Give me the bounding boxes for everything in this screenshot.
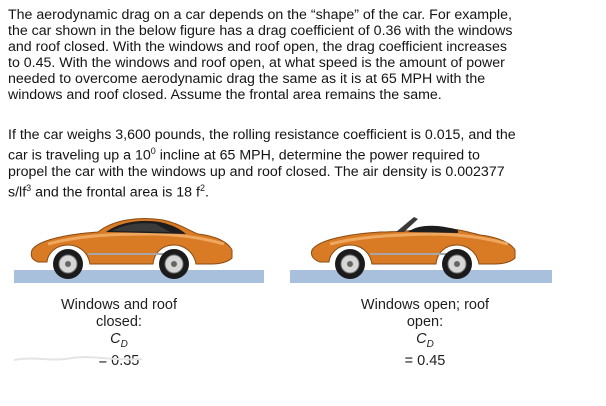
- caption-roof-closed: Windows and roof closed: $C_D$ = 0.35: [60, 297, 178, 369]
- p1-line: to 0.45. With the windows and roof open, at what speed is the amount of power: [8, 55, 505, 71]
- sports-car-open-image: [308, 212, 528, 280]
- p2-line: car is traveling up a $10^0$ incline at 65 MPH, determine the power required to: [8, 146, 480, 164]
- caption-roof-open: Windows open; roof open: $C_D$ = 0.45: [360, 297, 490, 369]
- problem-paragraph-1: [8, 7, 568, 103]
- faded-scan-artifact: [12, 352, 172, 366]
- p1-line: and roof closed. With the windows and roof open, the drag coefficient increases: [8, 39, 507, 55]
- problem-paragraph-2: [8, 127, 568, 200]
- p2-line: propel the car with the windows up and roof closed. The air density is 0.002377: [8, 163, 505, 180]
- p2-line: If the car weighs 3,600 pounds, the rolling resistance coefficient is 0.015, and the: [8, 127, 516, 143]
- sports-car-closed-image: [28, 212, 238, 280]
- p1-line: windows and roof closed. Assume the frontal area remains the same.: [8, 87, 442, 103]
- p1-line: The aerodynamic drag on a car depends on the “shape” of the car. For example,: [8, 7, 512, 23]
- p2-line: $s/lf^3$ and the frontal area is 18 $f^2$.: [8, 182, 209, 201]
- p1-line: needed to overcome aerodynamic drag the same as it is at 65 MPH with the: [8, 71, 486, 87]
- p1-line: the car shown in the below figure has a drag coefficient of 0.36 with the windows: [8, 23, 513, 39]
